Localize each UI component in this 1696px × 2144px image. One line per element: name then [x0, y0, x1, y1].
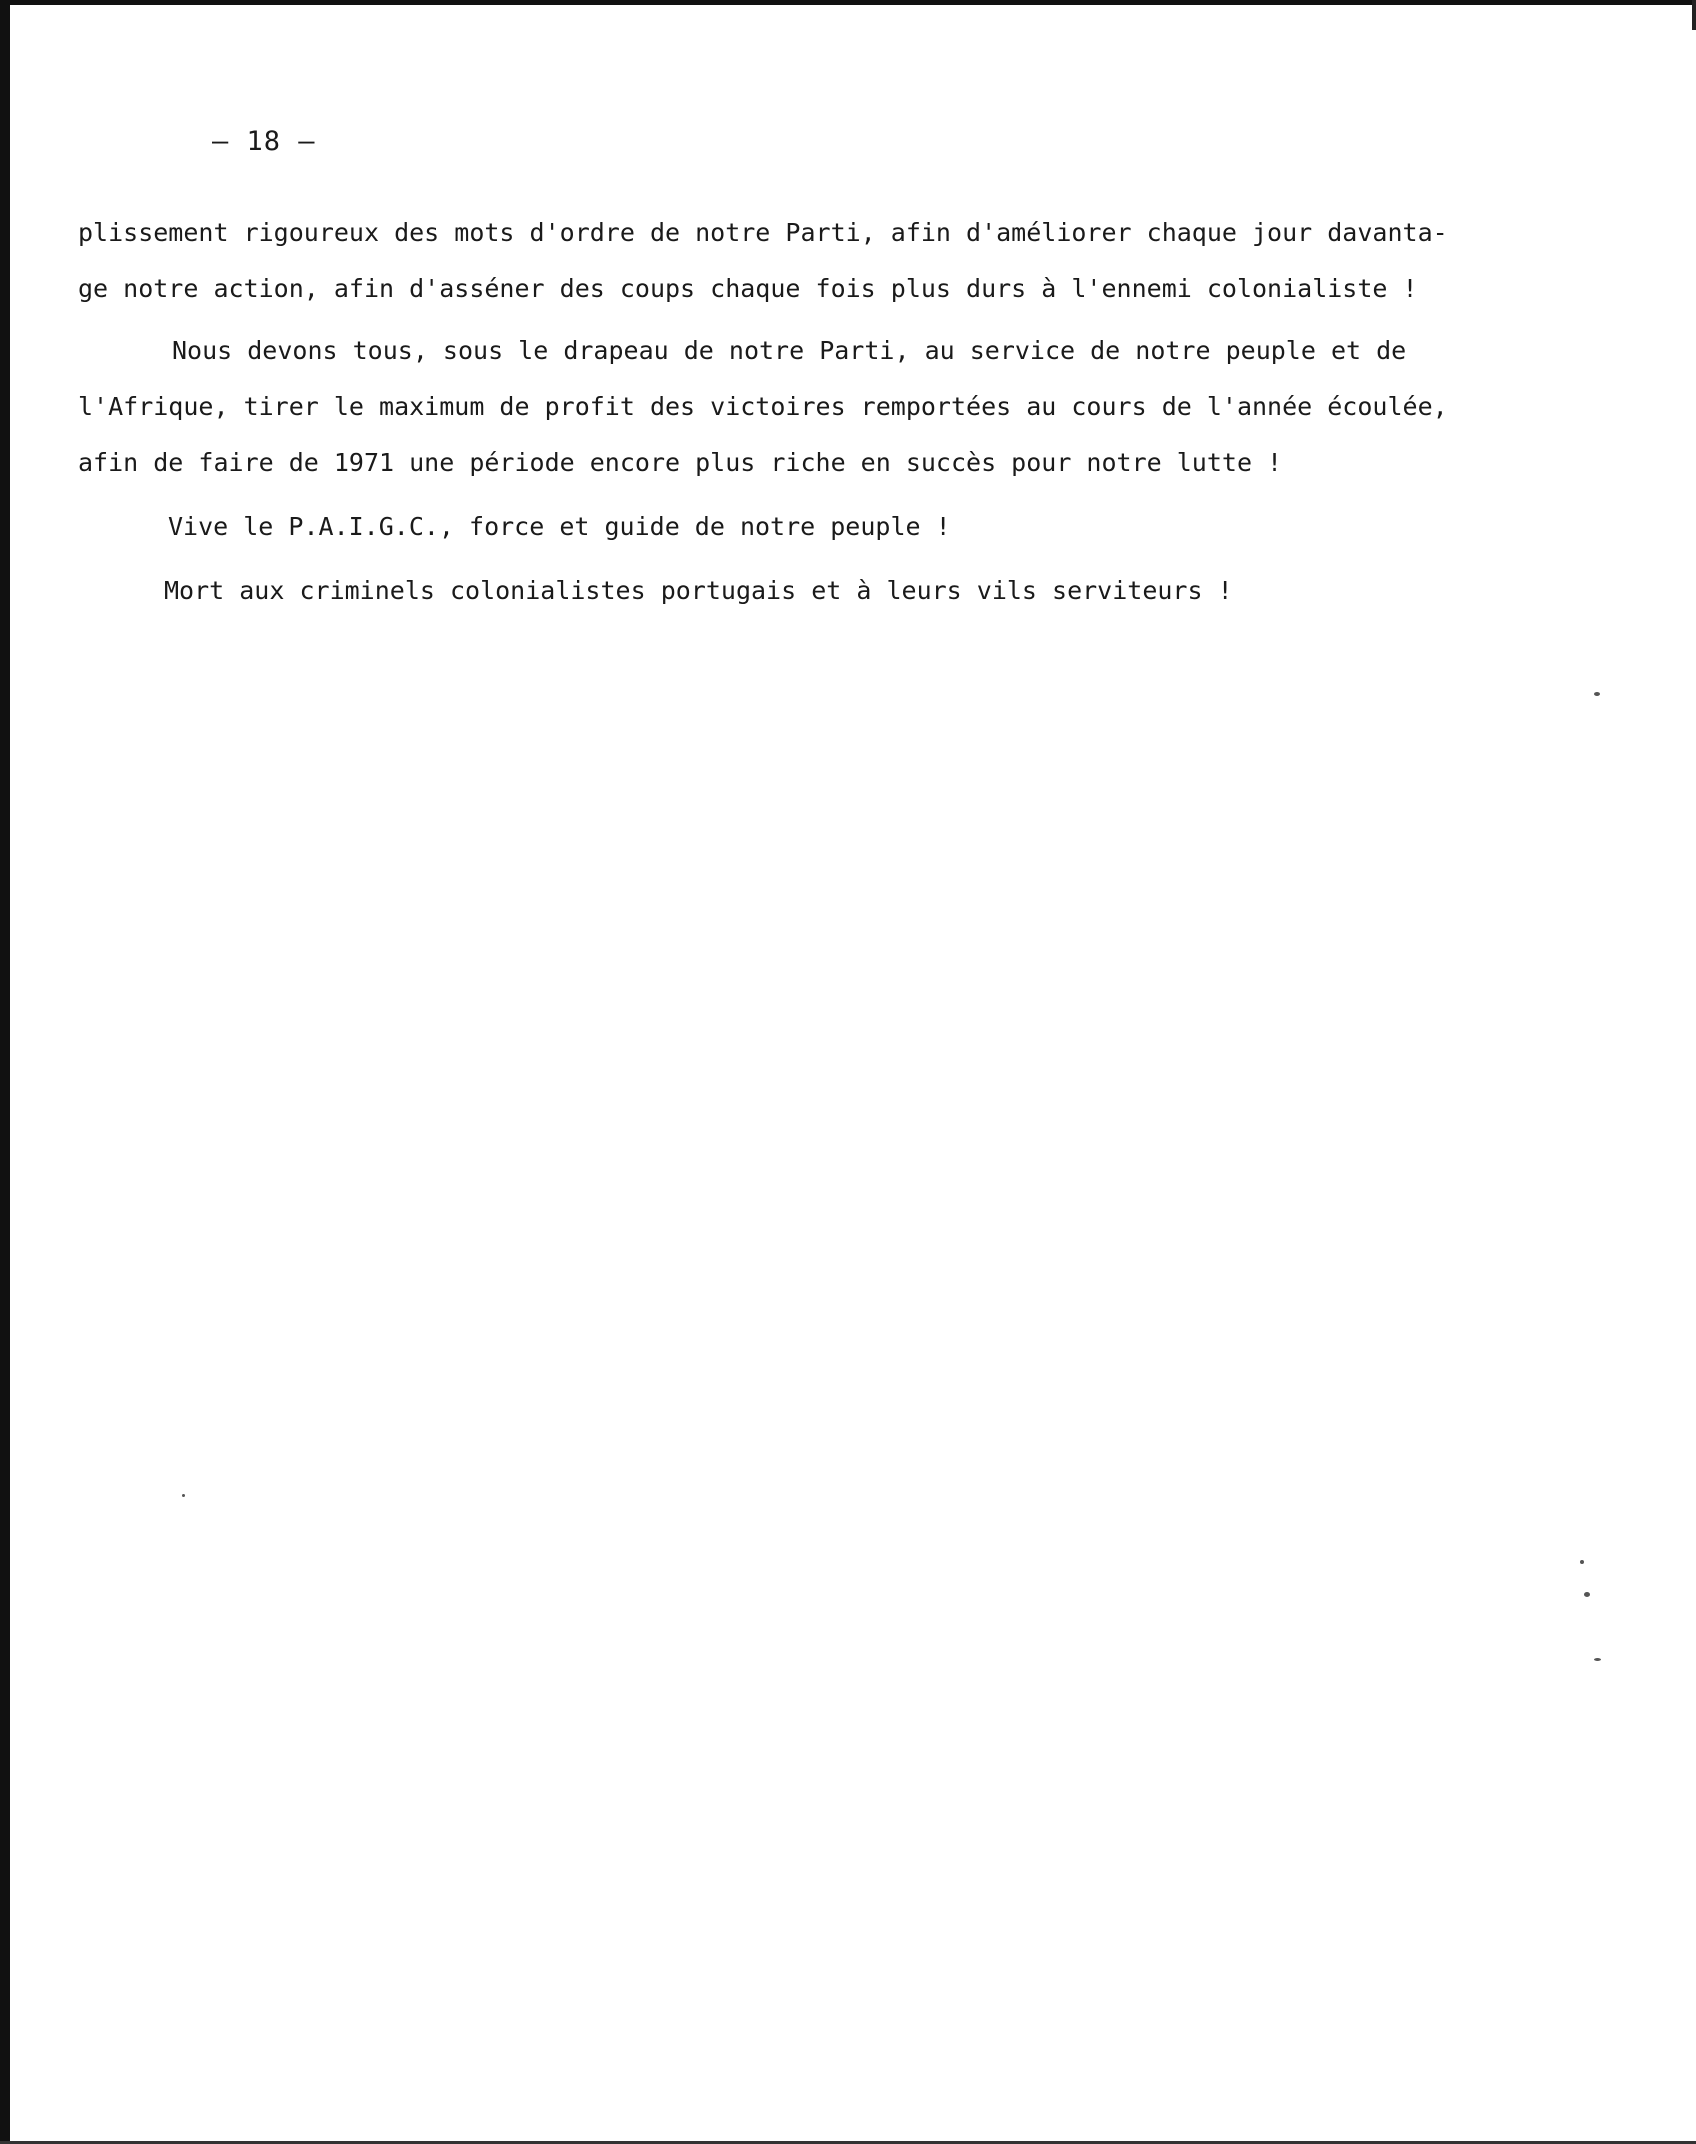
page-number: – 18 –	[212, 126, 316, 157]
paragraph-1-line-2: ge notre action, afin d'asséner des coups chaque fois plus durs à l'ennemi colonialiste !	[78, 274, 1418, 303]
scan-border-top	[0, 0, 1696, 5]
scan-border-right	[1692, 0, 1696, 30]
scan-speck	[182, 1494, 185, 1497]
scan-speck	[1594, 692, 1600, 696]
paragraph-2-line-3: afin de faire de 1971 une période encore plus riche en succès pour notre lutte !	[78, 448, 1283, 477]
paragraph-2-line-2: l'Afrique, tirer le maximum de profit des victoires remportées au cours de l'année écoulée,	[78, 392, 1448, 421]
paragraph-2-line-1: Nous devons tous, sous le drapeau de notre Parti, au service de notre peuple et de	[172, 336, 1407, 365]
scan-border-left	[0, 0, 10, 2144]
paragraph-1-line-1: plissement rigoureux des mots d'ordre de notre Parti, afin d'améliorer chaque jour davanta-	[78, 218, 1448, 247]
slogan-1: Vive le P.A.I.G.C., force et guide de notre peuple !	[168, 512, 951, 541]
slogan-2: Mort aux criminels colonialistes portugais et à leurs vils serviteurs !	[164, 576, 1233, 605]
scan-speck	[1594, 1658, 1601, 1661]
document-body	[78, 205, 1498, 619]
scan-speck	[1580, 1560, 1584, 1564]
scan-speck	[1584, 1592, 1590, 1597]
